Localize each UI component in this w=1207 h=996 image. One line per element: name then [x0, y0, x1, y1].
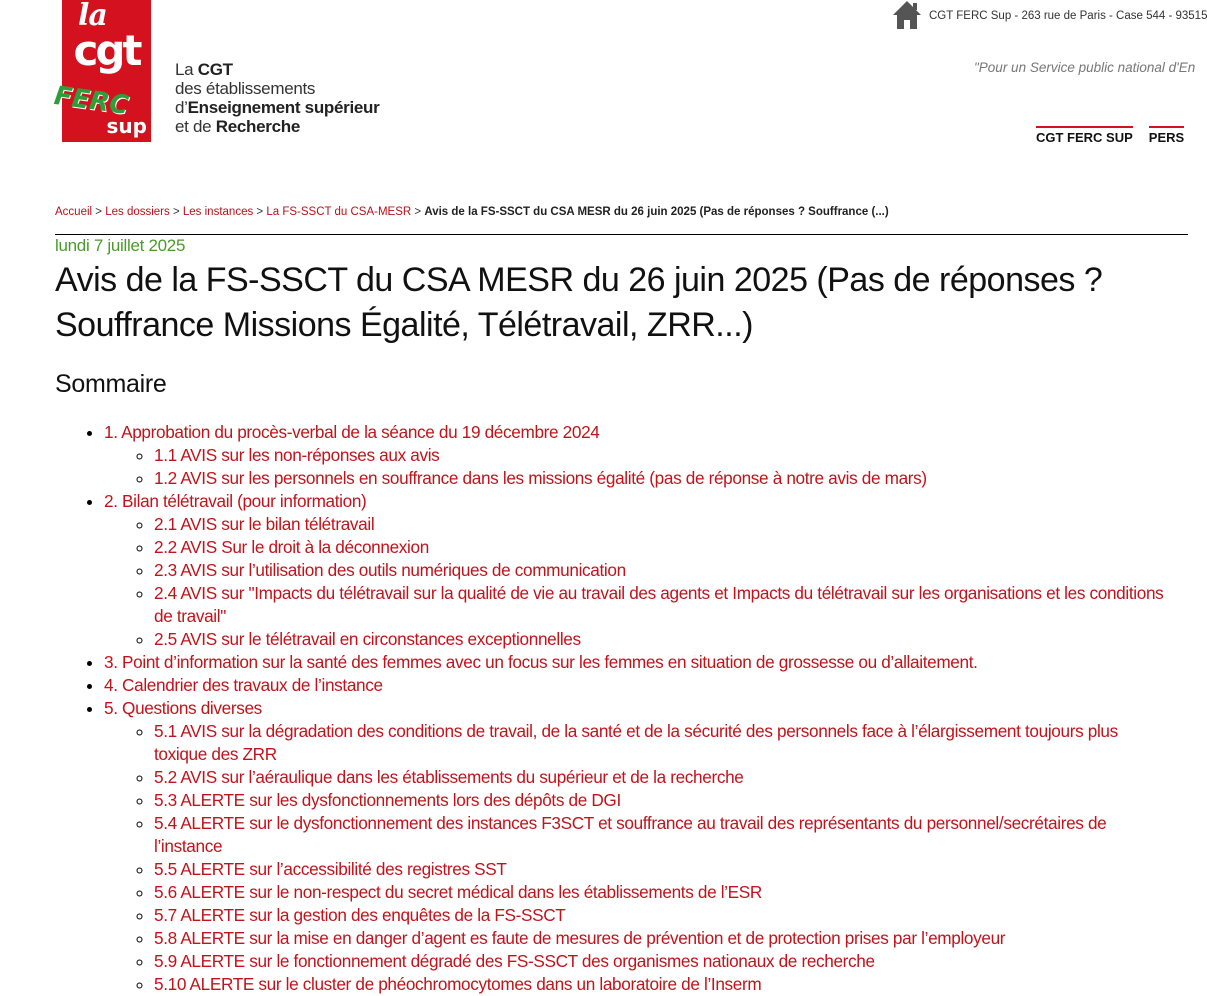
- toc-link-1-1[interactable]: 1.1 AVIS sur les non-réponses aux avis: [154, 445, 440, 465]
- org-line4-prefix: et de: [175, 117, 216, 136]
- logo-ferc-text: FERC: [52, 80, 131, 122]
- toc-sublist: [104, 513, 1188, 651]
- breadcrumb-separator: >: [256, 206, 264, 218]
- org-line1-bold: CGT: [197, 60, 233, 79]
- toc-subitem: [154, 950, 1168, 973]
- toc-subitem: [154, 766, 1168, 789]
- org-line3-bold: Enseignement supérieur: [187, 98, 380, 117]
- toc-subitem: [154, 582, 1168, 628]
- slogan: "Pour un Service public national d'En: [974, 60, 1196, 75]
- toc-link-3[interactable]: 3. Point d’information sur la santé des femmes avec un focus sur les femmes en situation de grossesse ou d’allaitement.: [104, 652, 978, 672]
- toc-link-2[interactable]: 2. Bilan télétravail (pour information): [104, 491, 367, 511]
- toc-link-5-5[interactable]: 5.5 ALERTE sur l’accessibilité des registres SST: [154, 859, 507, 879]
- toc-subitem: [154, 536, 1168, 559]
- toc-subitem: [154, 904, 1168, 927]
- toc-subitem: [154, 927, 1168, 950]
- toc-link-5-10[interactable]: 5.10 ALERTE sur le cluster de phéochromocytomes dans un laboratoire de l’Inserm: [154, 974, 762, 994]
- toc-link-5-8[interactable]: 5.8 ALERTE sur la mise en danger d’agent es faute de mesures de prévention et de protection prises par l’employeur: [154, 928, 1006, 948]
- toc-link-5-2[interactable]: 5.2 AVIS sur l’aéraulique dans les établissements du supérieur et de la recherche: [154, 767, 744, 787]
- toc-link-4[interactable]: 4. Calendrier des travaux de l’instance: [104, 675, 383, 695]
- toc-subitem: [154, 858, 1168, 881]
- article-date: lundi 7 juillet 2025: [55, 236, 186, 255]
- toc-subitem: [154, 720, 1168, 766]
- toc-heading: Sommaire: [55, 370, 167, 398]
- toc-item: [104, 697, 1188, 996]
- toc-link-1-2[interactable]: 1.2 AVIS sur les personnels en souffrance dans les missions égalité (pas de réponse à notre avis de mars): [154, 468, 927, 488]
- toc-subitem: [154, 444, 1168, 467]
- toc-link-2-5[interactable]: 2.5 AVIS sur le télétravail en circonstances exceptionnelles: [154, 629, 581, 649]
- breadcrumb-item-instances[interactable]: Les instances: [182, 206, 254, 218]
- toc-item: [104, 421, 1188, 490]
- toc-link-2-1[interactable]: 2.1 AVIS sur le bilan télétravail: [154, 514, 375, 534]
- breadcrumb-separator: >: [95, 206, 102, 218]
- toc-link-5-1[interactable]: 5.1 AVIS sur la dégradation des conditions de travail, de la santé et de la sécurité des personnels face à l’élargissement toujours plus toxique des ZRR: [154, 721, 1118, 764]
- top-navigation: [1036, 126, 1200, 145]
- address-text: CGT FERC Sup - 263 rue de Paris - Case 544 - 93515: [929, 10, 1207, 22]
- toc-sublist: [104, 444, 1188, 490]
- toc-link-5-4[interactable]: 5.4 ALERTE sur le dysfonctionnement des instances F3SCT et souffrance au travail des représentants du personnel/secrétaires de l’instance: [154, 813, 1107, 856]
- toc-item: [104, 490, 1188, 651]
- org-line1-prefix: La: [175, 60, 198, 79]
- toc-sublist: [104, 720, 1188, 996]
- toc-subitem: [154, 789, 1168, 812]
- toc-item: [104, 651, 1188, 674]
- breadcrumb-item-dossiers[interactable]: Les dossiers: [105, 206, 170, 218]
- breadcrumb-item-fs-ssct[interactable]: La FS-SSCT du CSA-MESR: [266, 206, 412, 218]
- breadcrumb-current: Avis de la FS-SSCT du CSA MESR du 26 juin 2025 (Pas de réponses ? Souffrance (...): [424, 206, 889, 218]
- toc-link-1[interactable]: 1. Approbation du procès-verbal de la séance du 19 décembre 2024: [104, 422, 600, 442]
- toc-link-5-6[interactable]: 5.6 ALERTE sur le non-respect du secret médical dans les établissements de l’ESR: [154, 882, 762, 902]
- toc-link-2-2[interactable]: 2.2 AVIS Sur le droit à la déconnexion: [154, 537, 429, 557]
- toc-link-2-4[interactable]: 2.4 AVIS sur "Impacts du télétravail sur la qualité de vie au travail des agents et Impacts du télétravail sur les organisations et les conditions de travail": [154, 583, 1164, 626]
- breadcrumb: [55, 206, 1188, 235]
- breadcrumb-item-accueil[interactable]: Accueil: [55, 206, 93, 218]
- toc-subitem: [154, 973, 1168, 996]
- org-line3-prefix: d’: [175, 98, 188, 117]
- toc-item: [104, 674, 1188, 697]
- toc-subitem: [154, 467, 1168, 490]
- toc-subitem: [154, 628, 1168, 651]
- org-line4-bold: Recherche: [215, 117, 300, 136]
- toc-link-5-3[interactable]: 5.3 ALERTE sur les dysfonctionnements lors des dépôts de DGI: [154, 790, 621, 810]
- toc-link-5-7[interactable]: 5.7 ALERTE sur la gestion des enquêtes de la FS-SSCT: [154, 905, 566, 925]
- breadcrumb-separator: >: [414, 206, 422, 218]
- toc-subitem: [154, 513, 1168, 536]
- organization-name: [175, 60, 379, 136]
- toc-link-5[interactable]: 5. Questions diverses: [104, 698, 262, 718]
- breadcrumb-separator: >: [172, 206, 180, 218]
- logo-cgt-text: cgt: [73, 26, 140, 75]
- toc-link-5-9[interactable]: 5.9 ALERTE sur le fonctionnement dégradé des FS-SSCT des organismes nationaux de recherche: [154, 951, 875, 971]
- toc-subitem: [154, 559, 1168, 582]
- toc-subitem: [154, 812, 1168, 858]
- toc-link-2-3[interactable]: 2.3 AVIS sur l’utilisation des outils numériques de communication: [154, 560, 626, 580]
- nav-item-pers[interactable]: PERS: [1149, 126, 1184, 145]
- nav-item-cgt-ferc-sup[interactable]: CGT FERC SUP: [1036, 126, 1133, 145]
- logo-sup-text: sup: [106, 114, 147, 138]
- page-title: Avis de la FS-SSCT du CSA MESR du 26 juin 2025 (Pas de réponses ? Souffrance Missions Égalité, Télétravail, ZRR...): [55, 261, 1103, 344]
- toc-subitem: [154, 881, 1168, 904]
- table-of-contents: [0, 421, 1188, 996]
- home-icon[interactable]: [892, 0, 929, 33]
- org-line2: des établissements: [175, 79, 316, 98]
- logo-la-text: la: [78, 0, 107, 33]
- site-logo[interactable]: [52, 0, 151, 142]
- address-bar: [892, 0, 1207, 32]
